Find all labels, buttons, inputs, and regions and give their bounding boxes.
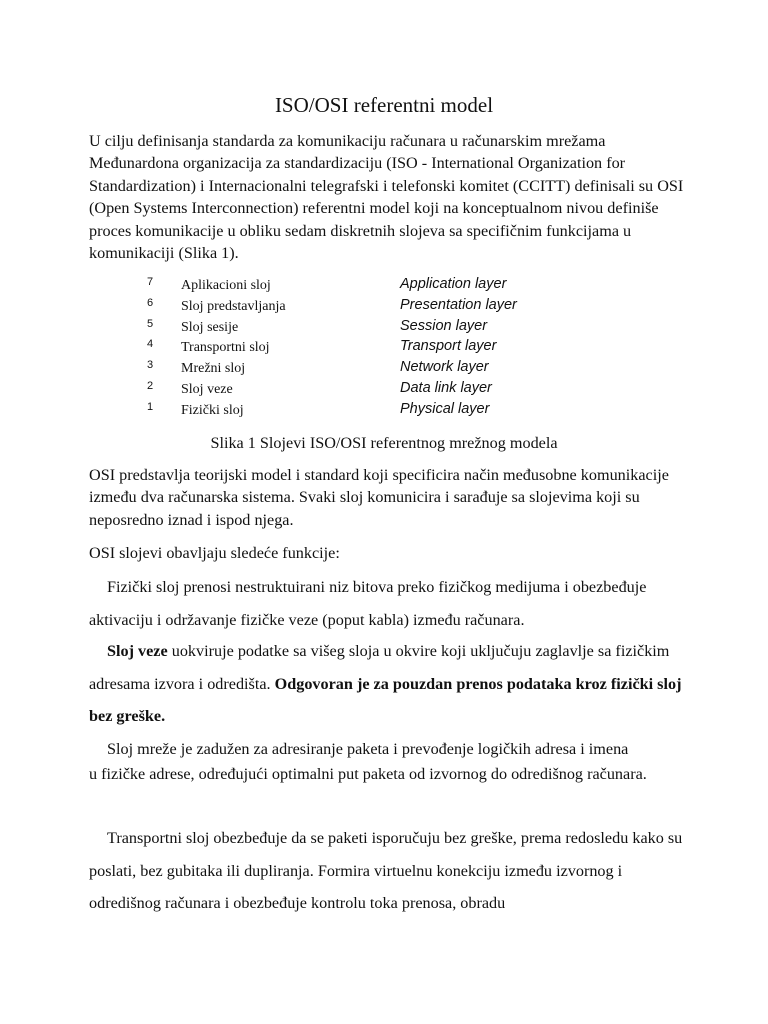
layer-local-name: Sloj predstavljanja [181, 298, 286, 314]
datalink-bold-lead: Sloj veze [107, 642, 168, 660]
layer-number: 4 [147, 338, 154, 351]
datalink-text: uokviruje podatke sa višeg sloja u okvire koji uključuju zaglavlje sa fizičkim adresama izvora i odredišta. [89, 642, 670, 693]
layer-english-name: Data link layer [400, 379, 492, 396]
layer-english-name: Transport layer [400, 338, 497, 355]
network-rest: u fizičke adrese, određujući optimalni put paketa od izvornog do odredišnog računara. [89, 765, 647, 783]
layer-local-name: Sloj veze [181, 381, 233, 397]
intro-paragraph: U cilju definisanja standarda za komunikaciju računara u računarskim mrežama Međunardona organizacija za standardizaciju (ISO - International Organization for Standardization) i Internacionalni telegrafski i telefonski komitet (CCITT) definisali su OSI (Open Systems Interconnection) referentni model koji na konceptualnom nivou definiše proces komunikacije u obliku sedam diskretnih slojeva sa specifičnim funkcijama u komunikaciji (Slika 1). [89, 132, 684, 263]
transport-layer-paragraph: Transportni sloj obezbeđuje da se paketi isporučuju bez greške, prema redosledu kako su poslati, bez gubitaka ili dupliranja. Formira virtuelnu konekciju između izvornog i odredišnog računara i obezbeđuje kontrolu toka prenosa, obradu [89, 829, 683, 912]
layer-row-7 [147, 275, 627, 296]
layer-local-name: Mrežni sloj [181, 361, 246, 377]
network-layer-paragraph [89, 738, 689, 788]
layer-number: 2 [147, 379, 154, 392]
layer-english-name: Physical layer [400, 400, 490, 417]
layer-english-name: Network layer [400, 359, 489, 376]
layer-row-1 [147, 400, 627, 421]
layer-number: 7 [147, 276, 154, 288]
layer-english-name: Application layer [400, 276, 507, 292]
layer-row-2 [147, 379, 627, 400]
layer-english-name: Session layer [400, 317, 488, 334]
layer-number: 6 [147, 296, 154, 309]
layer-local-name: Transportni sloj [181, 340, 270, 356]
figure-caption: Slika 1 Slojevi ISO/OSI referentnog mrežnog modela [210, 434, 558, 452]
layer-number: 3 [147, 359, 154, 372]
layer-local-name: Sloj sesije [181, 319, 239, 335]
layer-row-5 [147, 317, 627, 338]
layer-english-name: Presentation layer [400, 296, 517, 313]
functions-intro: OSI slojevi obavljaju sledeće funkcije: [89, 544, 340, 562]
osi-layers-table [147, 275, 627, 421]
network-first-line: Sloj mreže je zadužen za adresiranje paketa i prevođenje logičkih adresa i imena [107, 740, 629, 758]
datalink-bold-tail: Odgovoran je za pouzdan prenos podataka kroz fizički sloj bez greške. [89, 674, 682, 725]
layer-local-name: Fizički sloj [181, 402, 244, 418]
layer-row-6 [147, 296, 627, 317]
layer-row-4 [147, 337, 627, 358]
page-title: ISO/OSI referentni model [274, 93, 494, 117]
layer-number: 5 [147, 317, 154, 330]
layer-number: 1 [147, 400, 154, 413]
layer-local-name: Aplikacioni sloj [181, 278, 271, 293]
layer-row-3 [147, 358, 627, 379]
osi-description-paragraph: OSI predstavlja teorijski model i standard koji specificira način međusobne komunikacije između dva računarska sistema. Svaki sloj komunicira i sarađuje sa slojevima koji su neposredno iznad i ispod njega. [89, 466, 669, 529]
physical-layer-paragraph: Fizički sloj prenosi nestruktuirani niz bitova preko fizičkog medijuma i obezbeđuje aktivaciju i održavanje fizičke veze (poput kabla) između računara. [89, 578, 647, 629]
datalink-layer-paragraph [89, 635, 689, 733]
